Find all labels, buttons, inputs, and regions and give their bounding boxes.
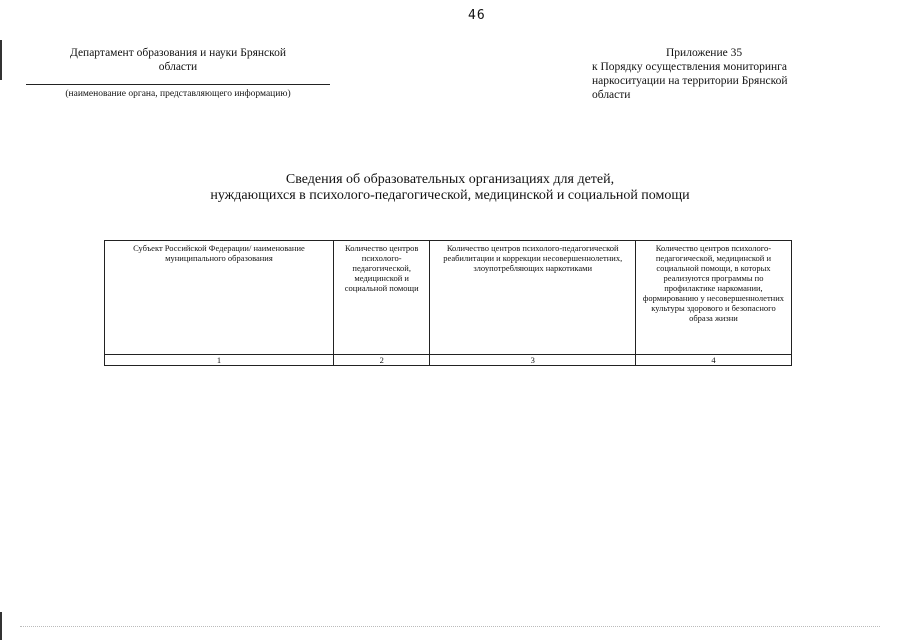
column-number-2: 2 (333, 355, 430, 366)
scan-left-edge-mark (0, 40, 2, 80)
page-number: 46 (468, 8, 486, 23)
scan-noise-line (20, 626, 880, 628)
header-centers-count: Количество центров психолого-педагогической, медицинской и социальной помощи (333, 241, 430, 355)
appendix-block (592, 46, 842, 102)
organization-name-line2: области (158, 61, 198, 73)
appendix-title: Приложение 35 (666, 47, 743, 59)
organization-caption: (наименование органа, представляющего информацию) (65, 89, 291, 99)
organization-underline (26, 84, 330, 85)
organization-block (26, 46, 330, 101)
report-table (104, 240, 792, 366)
report-title-line1: Сведения об образовательных организациях для детей, (285, 172, 615, 187)
column-number-1: 1 (105, 355, 334, 366)
appendix-line3: области (592, 89, 631, 101)
header-rehab-centers-count: Количество центров психолого-педагогической реабилитации и коррекции несовершеннолетних, злоупотребляющих наркотиками (430, 241, 635, 355)
table-number-row (105, 355, 792, 366)
scan-left-edge-mark-bottom (0, 612, 2, 640)
header-subject: Субъект Российской Федерации/ наименование муниципального образования (105, 241, 334, 355)
organization-name-line1: Департамент образования и науки Брянской (69, 47, 287, 59)
appendix-line1: к Порядку осуществления мониторинга (592, 61, 788, 73)
table-header-row (105, 241, 792, 355)
header-prevention-centers-count: Количество центров психолого-педагогической, медицинской и социальной помощи, в которых реализуются программы по профилактике наркомании, формированию у несовершеннолетних культуры здорового и безопасного образа жизни (635, 241, 791, 355)
appendix-line2: наркоситуации на территории Брянской (592, 75, 788, 87)
column-number-4: 4 (635, 355, 791, 366)
report-title-line2: нуждающихся в психолого-педагогической, медицинской и социальной помощи (210, 188, 690, 203)
column-number-3: 3 (430, 355, 635, 366)
report-title (150, 172, 750, 204)
